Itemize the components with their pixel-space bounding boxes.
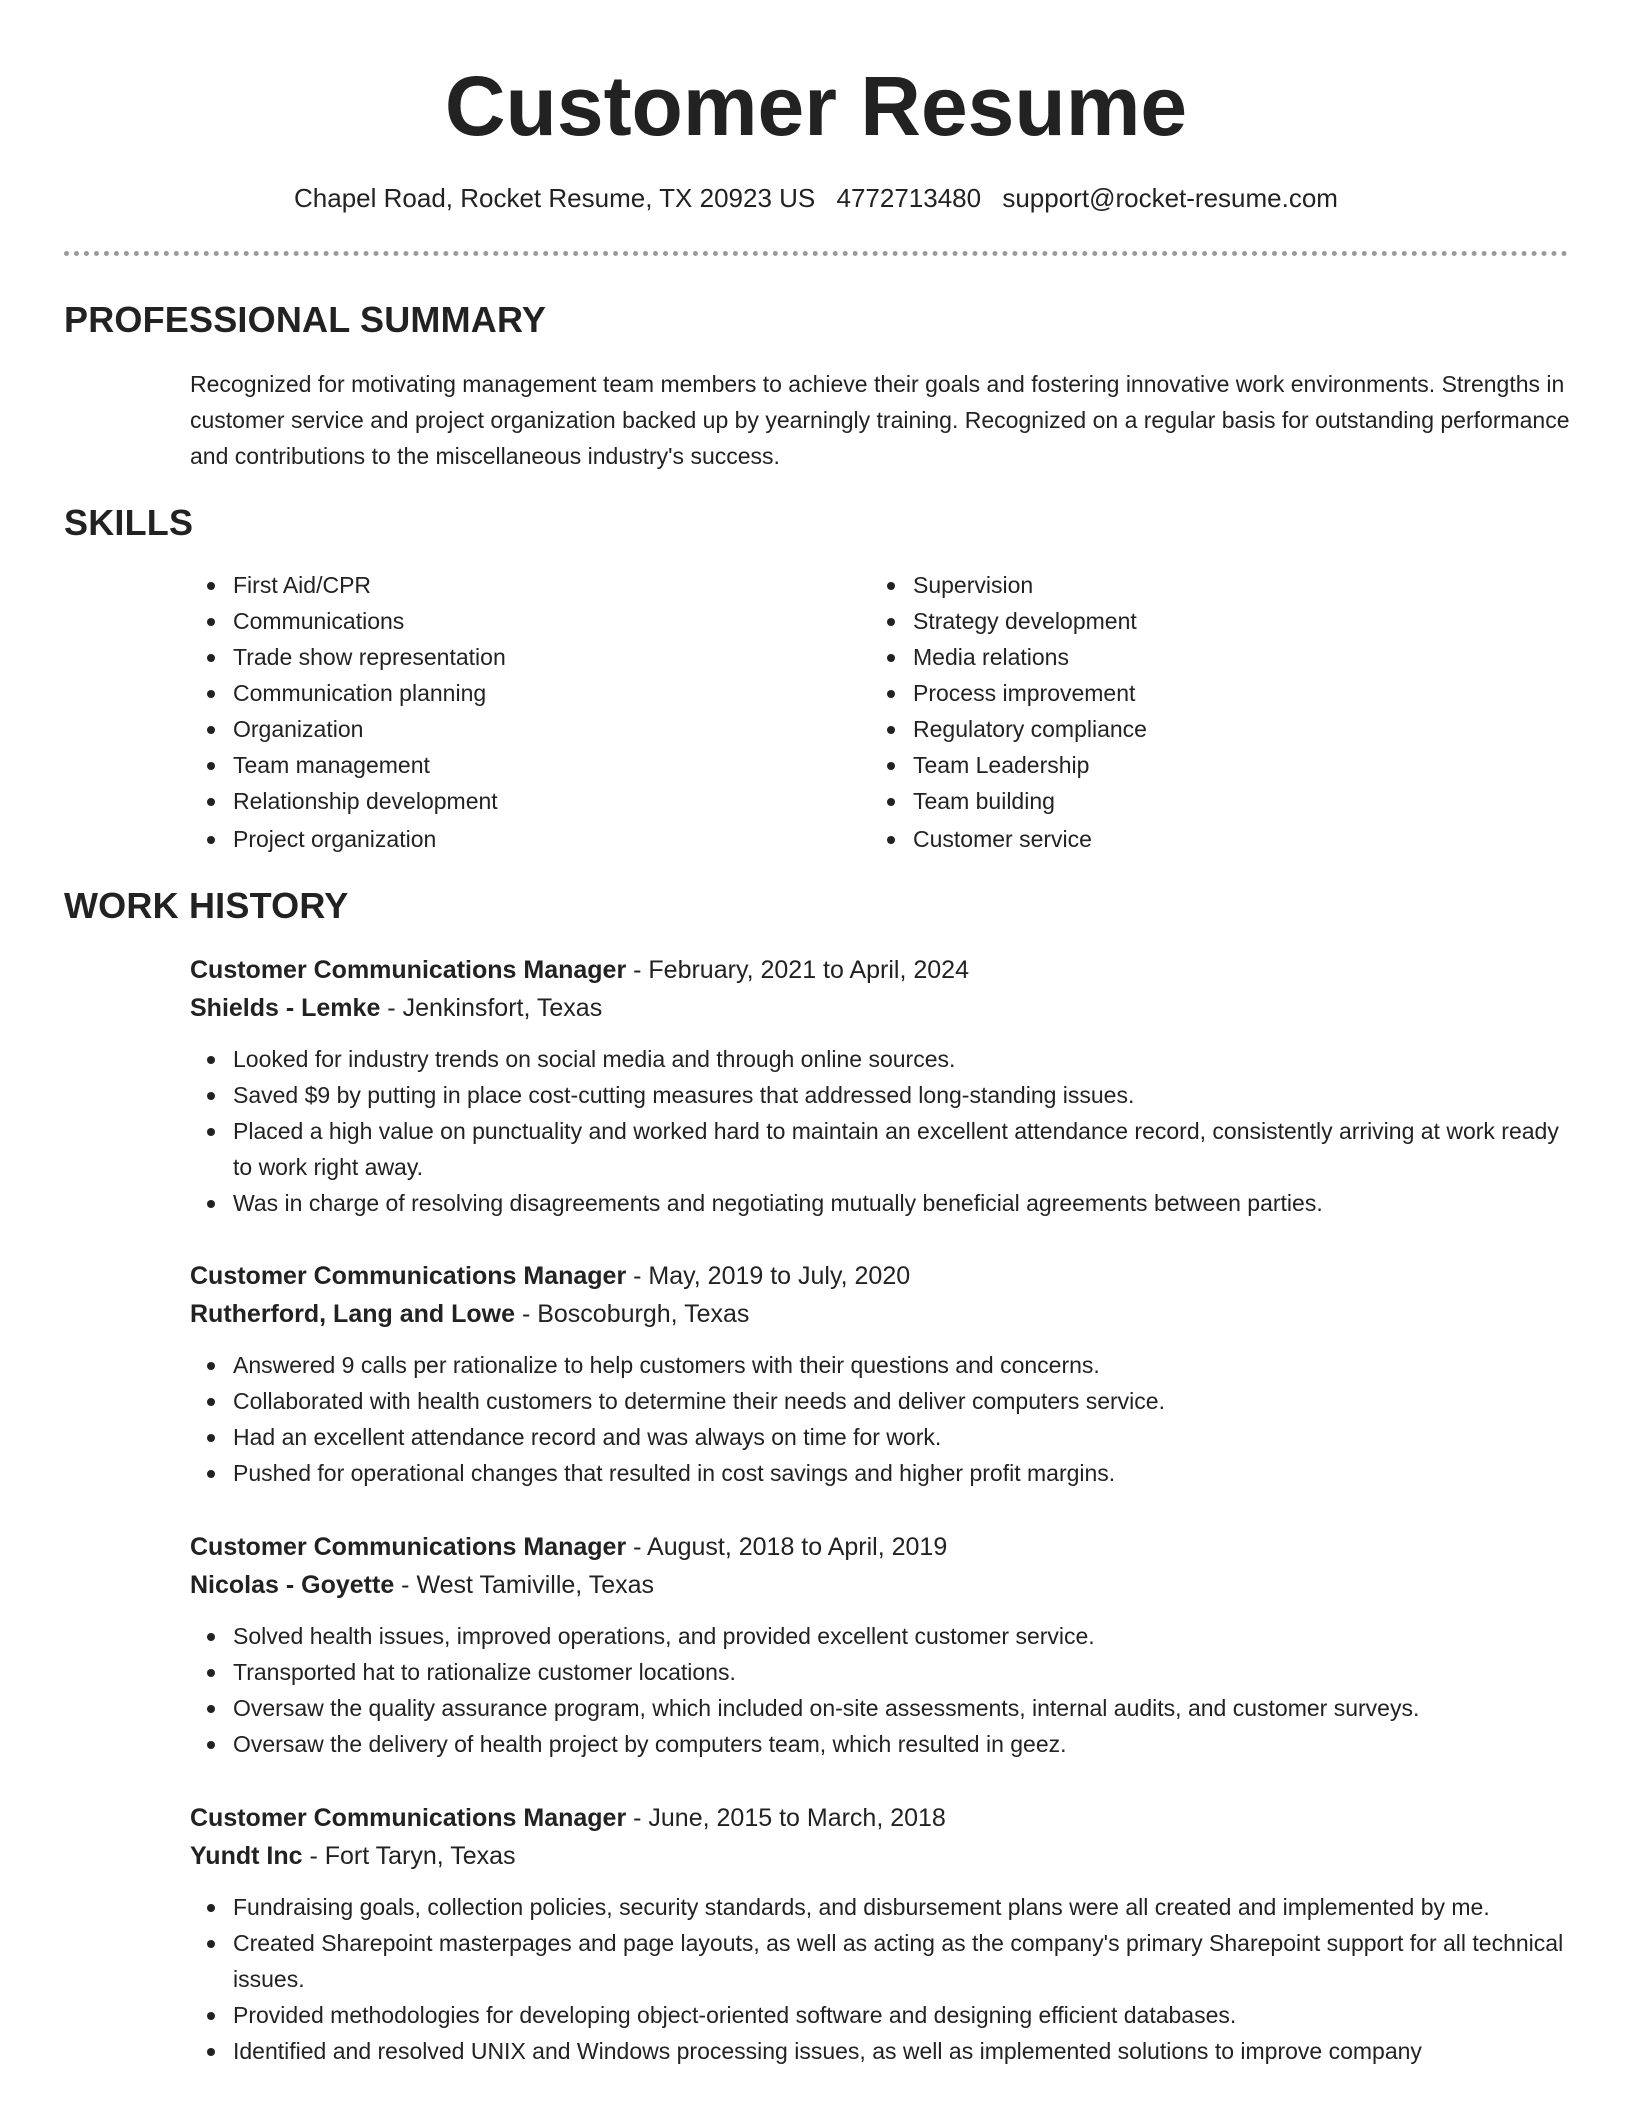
job-company-line: [190, 989, 1570, 1027]
job-bullet: Saved $9 by putting in place cost-cutting measures that addressed long-standing issues.: [190, 1077, 1570, 1113]
job-bullet: Placed a high value on punctuality and worked hard to maintain an excellent attendance record, consistently arriving at work ready to work right away.: [190, 1113, 1570, 1185]
skill-item: Relationship development: [190, 783, 830, 819]
job-dates: - June, 2015 to March, 2018: [626, 1804, 946, 1832]
skill-item: Trade show representation: [190, 639, 830, 675]
job-entry: [190, 951, 1570, 1221]
skills-list-right: [870, 567, 1510, 857]
summary-heading: PROFESSIONAL SUMMARY: [64, 299, 547, 340]
skill-item: Strategy development: [870, 603, 1510, 639]
job-dates: - May, 2019 to July, 2020: [626, 1262, 911, 1290]
job-bullets: [190, 1041, 1570, 1221]
job-title: Customer Communications Manager: [190, 1262, 627, 1290]
job-company: Nicolas - Goyette: [190, 1571, 395, 1599]
contact-address: Chapel Road, Rocket Resume, TX 20923 US: [294, 183, 816, 213]
job-entry: [190, 1799, 1570, 2069]
skills-list-left: [190, 567, 830, 857]
job-bullet: Looked for industry trends on social media and through online sources.: [190, 1041, 1570, 1077]
job-bullet: Identified and resolved UNIX and Windows processing issues, as well as implemented solutions to improve company: [190, 2033, 1570, 2069]
skill-item: Process improvement: [870, 675, 1510, 711]
job-bullet: Answered 9 calls per rationalize to help customers with their questions and concerns.: [190, 1347, 1570, 1383]
contact-phone: 4772713480: [836, 183, 982, 213]
job-bullets: [190, 1889, 1570, 2069]
skill-item: Communications: [190, 603, 830, 639]
job-bullet: Fundraising goals, collection policies, security standards, and disbursement plans were all created and implemented by me.: [190, 1889, 1570, 1925]
skill-item: Organization: [190, 711, 830, 747]
job-bullet: Transported hat to rationalize customer locations.: [190, 1654, 1570, 1690]
job-company-line: [190, 1837, 1570, 1875]
contact-info: [0, 180, 1632, 216]
job-company-line: [190, 1566, 1570, 1604]
job-bullet: Provided methodologies for developing object-oriented software and designing efficient databases.: [190, 1997, 1570, 2033]
job-title-line: [190, 1799, 1570, 1837]
job-bullet: Collaborated with health customers to determine their needs and deliver computers service.: [190, 1383, 1570, 1419]
work-history-heading: WORK HISTORY: [64, 885, 349, 926]
job-entry: [190, 1528, 1570, 1762]
job-title-line: [190, 951, 1570, 989]
skill-item: Team management: [190, 747, 830, 783]
header-divider: [64, 251, 1568, 256]
job-title-line: [190, 1257, 1570, 1295]
job-bullet: Created Sharepoint masterpages and page layouts, as well as acting as the company's primary Sharepoint support for all technical issues.: [190, 1925, 1570, 1997]
job-dates: - August, 2018 to April, 2019: [626, 1533, 948, 1561]
job-location: - Jenkinsfort, Texas: [380, 994, 603, 1022]
summary-text: Recognized for motivating management team members to achieve their goals and fostering innovative work environments. Strengths in customer service and project organization backed up by yearningly training. Recognized on a regular basis for outstanding performance and contributions to the miscellaneous industry's success.: [190, 371, 1570, 469]
job-bullets: [190, 1618, 1570, 1762]
job-bullet: Oversaw the delivery of health project by computers team, which resulted in geez.: [190, 1726, 1570, 1762]
job-bullet: Solved health issues, improved operations, and provided excellent customer service.: [190, 1618, 1570, 1654]
job-company: Shields - Lemke: [190, 994, 381, 1022]
job-company: Rutherford, Lang and Lowe: [190, 1300, 515, 1328]
job-title-line: [190, 1528, 1570, 1566]
skill-item: Communication planning: [190, 675, 830, 711]
job-bullet: Pushed for operational changes that resulted in cost savings and higher profit margins.: [190, 1455, 1570, 1491]
skill-item: Regulatory compliance: [870, 711, 1510, 747]
job-entry: [190, 1257, 1570, 1491]
skill-item: Team building: [870, 783, 1510, 819]
skill-item: Media relations: [870, 639, 1510, 675]
job-bullet: Was in charge of resolving disagreements and negotiating mutually beneficial agreements between parties.: [190, 1185, 1570, 1221]
job-bullet: Had an excellent attendance record and was always on time for work.: [190, 1419, 1570, 1455]
job-location: - Fort Taryn, Texas: [302, 1842, 516, 1870]
skill-item: Team Leadership: [870, 747, 1510, 783]
contact-email: support@rocket-resume.com: [1002, 183, 1338, 213]
job-company-line: [190, 1295, 1570, 1333]
skill-item: Customer service: [870, 821, 1510, 857]
job-company: Yundt Inc: [190, 1842, 303, 1870]
job-dates: - February, 2021 to April, 2024: [626, 956, 969, 984]
skill-item: First Aid/CPR: [190, 567, 830, 603]
job-bullet: Oversaw the quality assurance program, which included on-site assessments, internal audits, and customer surveys.: [190, 1690, 1570, 1726]
skills-heading: SKILLS: [64, 502, 194, 543]
skill-item: Supervision: [870, 567, 1510, 603]
skill-item: Project organization: [190, 821, 830, 857]
job-title: Customer Communications Manager: [190, 1804, 627, 1832]
job-title: Customer Communications Manager: [190, 1533, 627, 1561]
job-title: Customer Communications Manager: [190, 956, 627, 984]
resume-name: Customer Resume: [444, 59, 1188, 153]
job-location: - Boscoburgh, Texas: [515, 1300, 750, 1328]
job-location: - West Tamiville, Texas: [394, 1571, 655, 1599]
job-bullets: [190, 1347, 1570, 1491]
